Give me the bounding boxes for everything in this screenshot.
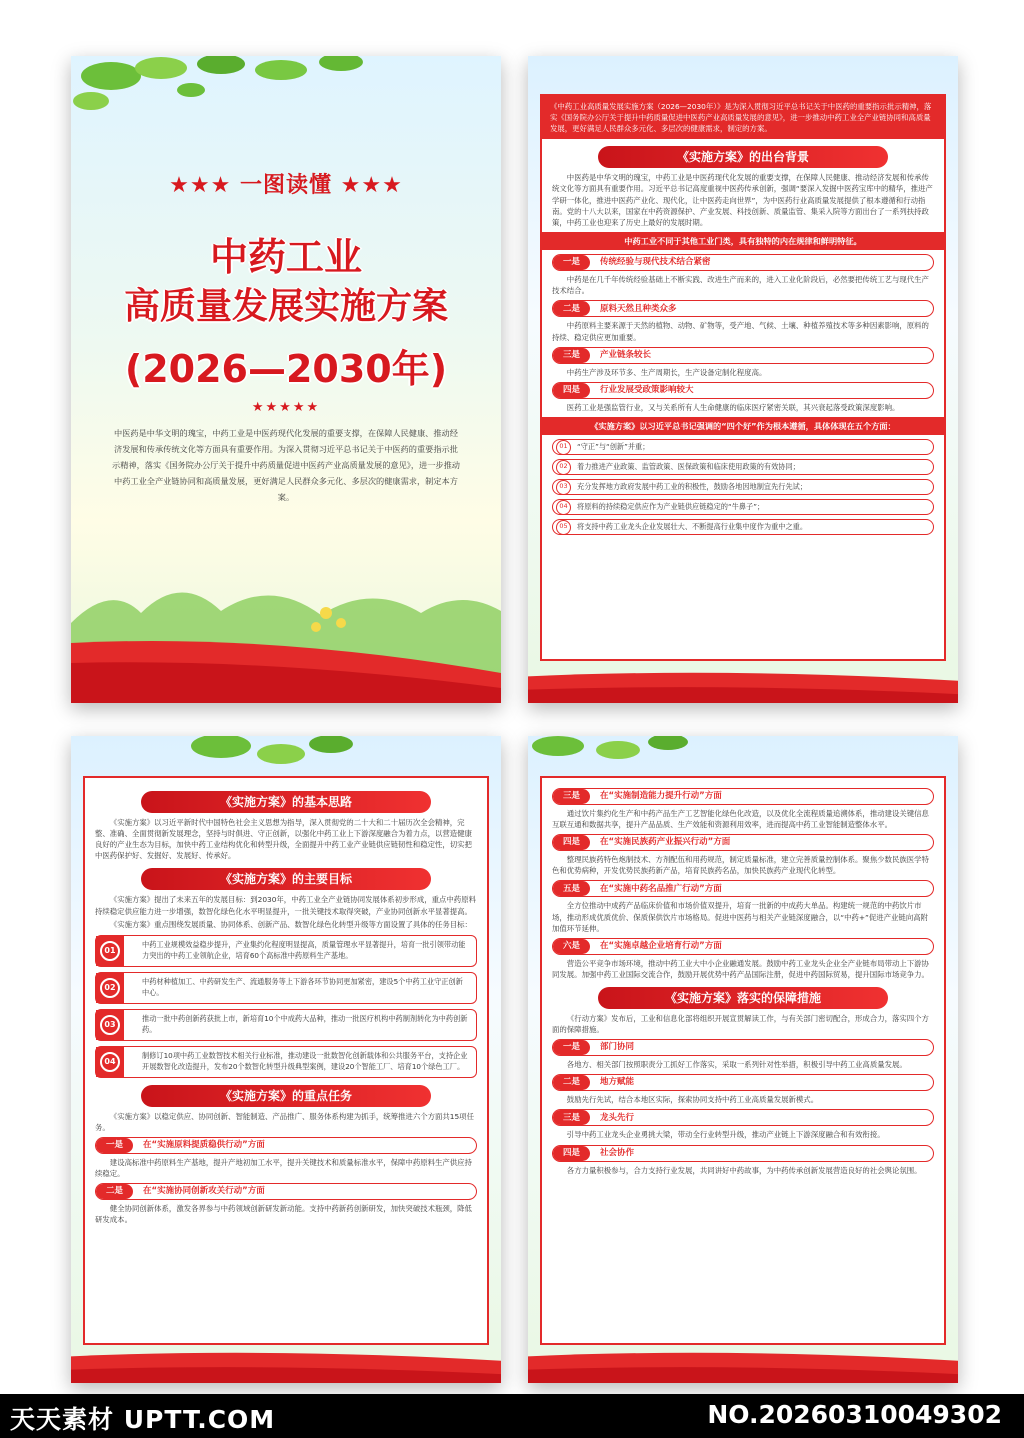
principle-item xyxy=(552,519,934,535)
task-name: 在“实施卓越企业培育行动”方面 xyxy=(600,940,722,951)
watermark-footer xyxy=(0,1394,1024,1438)
goal-item xyxy=(95,972,477,1004)
measure-text: 鼓励先行先试，结合本地区实际，探索协同支持中药工业高质量发展新模式。 xyxy=(566,1095,819,1105)
task-tag: 三是 xyxy=(553,789,590,804)
lead-paragraph: 《中药工业高质量发展实施方案（2026—2030年）》是为深入贯彻习近平总书记关于中医药的重要指示批示精神，落实《国务院办公厅关于提升中药质量促进中医药产业高质量发展的意见》，进一步推动中药工业全产业链协同和高质量发展，更好满足人民群众多元化、多层次的健康需求，制定的方案。 xyxy=(542,96,944,139)
poster-measures xyxy=(528,736,958,1383)
principles-highlight: 《实施方案》以习近平总书记强调的“四个好”作为根本遵循，具体体现在五个方面： xyxy=(542,417,944,435)
goal-text: 推动一批中药创新药获批上市，新培育10个中成药大品种，推动一批医疗机构中药制剂转化为中药创新药。 xyxy=(142,1013,468,1034)
measure-tag: 一是 xyxy=(553,1040,590,1055)
goal-text: 制修订10项中药工业数智技术相关行业标准，推动建设一批数智化创新载体和公共服务平台，支持企业开展数智化改造提升，发布20个数智化转型升级典型案例，建设20个智能工厂、培育10个绿色工厂。 xyxy=(142,1050,468,1071)
task-name: 在“实施中药名品推广行动”方面 xyxy=(600,883,722,894)
cover-header: ★★★ 一图读懂 ★★★ xyxy=(169,173,403,198)
measure-item xyxy=(552,1074,934,1091)
feature-name: 原料天然且种类众多 xyxy=(600,303,677,314)
measure-tag: 三是 xyxy=(553,1110,590,1125)
measure-text: 引导中药工业龙头企业勇挑大梁，带动全行业转型升级，推动产业链上下游深度融合和有效衔接。 xyxy=(566,1130,885,1140)
section-title-measures: 《实施方案》落实的保障措施 xyxy=(598,987,888,1009)
site-name: 天天素材 UPTT.COM xyxy=(10,1405,276,1434)
section-title-tasks: 《实施方案》的重点任务 xyxy=(141,1085,431,1107)
grass-and-ribbon-decoration xyxy=(71,563,501,703)
goal-number: 04 xyxy=(100,1052,120,1072)
poster-cover xyxy=(71,56,501,703)
title-line-2: 高质量发展实施方案 xyxy=(123,286,448,327)
goal-item xyxy=(95,935,477,967)
principle-text: 充分发挥地方政府发展中药工业的积极性，鼓励各地因地制宜先行先试； xyxy=(577,481,808,491)
title-line-1: 中药工业 xyxy=(209,235,362,279)
title-line-3: (2026—2030年) xyxy=(124,347,448,391)
ribbon-decoration xyxy=(528,1343,958,1383)
poster-3-card xyxy=(83,776,489,1345)
feature-tag: 三是 xyxy=(553,348,590,363)
task-intro: 《实施方案》以稳定供应、协同创新、智能制造、产品推广、服务体系构建为抓手，统筹推进六个方面共15项任务。 xyxy=(95,1111,474,1132)
task-name: 在“实施原料提质稳供行动”方面 xyxy=(143,1140,265,1151)
principle-item xyxy=(552,479,934,495)
principle-number: 05 xyxy=(556,520,571,535)
goal-text: 中药工业规模效益稳步提升，产业集约化程度明显提高，质量管理水平显著提升，培育一批引领带动能力突出的中药工业领航企业，培育60个高标准中药原料生产基地。 xyxy=(142,939,466,960)
task-tag: 五是 xyxy=(553,881,590,896)
task-item xyxy=(95,1137,477,1154)
feature-item xyxy=(552,254,934,271)
principle-number: 02 xyxy=(556,460,571,475)
poster-2-card xyxy=(540,94,946,661)
feature-name: 传统经验与现代技术结合紧密 xyxy=(600,257,711,268)
principle-item xyxy=(552,499,934,515)
principle-number: 04 xyxy=(556,500,571,515)
measure-text: 各方力量积极参与，合力支持行业发展，共同讲好中药故事，为中药传承创新发展营造良好的社会舆论氛围。 xyxy=(566,1165,922,1175)
principle-text: 将原料的持续稳定供应作为产业链供应链稳定的“牛鼻子”； xyxy=(577,501,765,511)
task-item xyxy=(552,880,934,897)
measure-item xyxy=(552,1145,934,1162)
task-name: 在“实施民族药产业振兴行动”方面 xyxy=(600,837,731,848)
section-title-goals: 《实施方案》的主要目标 xyxy=(141,868,431,890)
measure-name: 龙头先行 xyxy=(600,1112,635,1123)
task-name: 在“实施协同创新攻关行动”方面 xyxy=(143,1186,265,1197)
task-item xyxy=(552,788,934,805)
measure-name: 社会协作 xyxy=(600,1147,635,1158)
task-text: 通过饮片集约化生产和中药产品生产工艺智能化绿色化改造，以及优化全流程质量追溯体系，推动建设关键信息互联互通和数据共享，提升产品品质、生产效能和资源利用效率，进而提高中药工业智能制造整体水平。 xyxy=(552,809,929,830)
task-text: 营造公平竞争市场环境，推动中药工业大中小企业融通发展。鼓励中药工业龙头企业全产业链布局带动上下游协同发展。加强中药工业国际交流合作，鼓励开展优势中药产品国际注册，促进中药国际贸易，提升国际市场竞争力。 xyxy=(552,958,929,979)
stars-divider: ★★★★★ xyxy=(251,400,321,415)
poster-goals xyxy=(71,736,501,1383)
task-tag: 六是 xyxy=(553,939,590,954)
goal-text: 中药材种植加工、中药研发生产、流通服务等上下游各环节协同更加紧密，建设5个中药工业守正创新中心。 xyxy=(142,976,463,997)
principle-text: “守正”与“创新”并重； xyxy=(577,441,650,451)
measure-name: 部门协同 xyxy=(600,1042,635,1053)
task-text: 全方位推动中成药产品临床价值和市场价值双提升，培育一批新的中成药大单品。构建统一规范的中药饮片市场，推动形成优质优价、保质保供饮片市场格局。促进中医药与相关产业链深度融合，以“中药+”促进产业链向高附加值环节延伸。 xyxy=(552,901,928,933)
feature-text: 中药是在几千年传统经验基础上不断实践、改进生产而来的，进入工业化阶段后，必然要把传统工艺与现代生产技术结合。 xyxy=(552,275,929,296)
feature-name: 产业链条较长 xyxy=(600,349,652,360)
task-name: 在“实施制造能力提升行动”方面 xyxy=(600,791,722,802)
measure-tag: 四是 xyxy=(553,1146,590,1161)
goal-number: 03 xyxy=(100,1015,120,1035)
goal-intro-2: 《实施方案》重点围绕发展质量、协同体系、创新产品、数智化绿色化转型升级等方面设置了具体的任务目标： xyxy=(109,919,472,929)
principle-text: 将支持中药工业龙头企业发展壮大、不断提高行业集中度作为重中之重。 xyxy=(577,521,808,531)
measure-tag: 二是 xyxy=(553,1075,590,1090)
task-item xyxy=(552,938,934,955)
idea-text: 《实施方案》以习近平新时代中国特色社会主义思想为指导，深入贯彻党的二十大和二十届历次全会精神，完整、准确、全面贯彻新发展理念，坚持与时俱进、守正创新，以强化中药工业上下游深度融合为着力点，以营造健康良好的产业生态为目标，加快中药工业结构优化和转型升级，全面提升中药工业产业链供应链韧性和稳定性，切实把中医药保护好、发掘好、发展好、传承好。 xyxy=(95,818,472,861)
principle-number: 03 xyxy=(556,480,571,495)
feature-text: 中药生产涉及环节多、生产周期长，生产设备定制化程度高。 xyxy=(566,367,767,377)
task-tag: 四是 xyxy=(553,835,590,850)
section-title-idea: 《实施方案》的基本思路 xyxy=(141,791,431,813)
feature-text: 中药原料主要来源于天然的植物、动物、矿物等，受产地、气候、土壤、种植养殖技术等多种因素影响，原料的持续、稳定供应更加重要。 xyxy=(552,321,929,342)
feature-item xyxy=(552,300,934,317)
goal-item xyxy=(95,1046,477,1078)
poster-4-card xyxy=(540,776,946,1345)
feature-item xyxy=(552,382,934,399)
feature-tag: 四是 xyxy=(553,383,590,398)
goal-number: 02 xyxy=(100,978,120,998)
feature-tag: 二是 xyxy=(553,301,590,316)
principle-item xyxy=(552,459,934,475)
measure-item xyxy=(552,1109,934,1126)
measure-text: 各地方、相关部门按照职责分工抓好工作落实，采取一系列针对性举措，积极引导中药工业高质量发展。 xyxy=(566,1060,907,1070)
task-tag: 一是 xyxy=(96,1138,133,1153)
goal-item xyxy=(95,1009,477,1041)
feature-tag: 一是 xyxy=(553,255,590,270)
image-number: NO.20260310049302 xyxy=(707,1400,1002,1429)
background-text: 中医药是中华文明的瑰宝，中药工业是中医药现代化发展的重要支撑，在保障人民健康、推动经济发展和传承传统文化等方面具有重要作用。习近平总书记高度重视中医药传承创新，强调“要深入发掘中医药宝库中的精华，推进产学研一体化，推进中医药产业化、现代化，让中医药走向世界”，为中医药行业高质量发展提供了根本遵循和行动指南。党的十八大以来，国家在中药资源保护、产业发展、科技创新、质量监管、集采入院等方面出台了一系列扶持政策，中药工业也迎来了历史上最好的发展时期。 xyxy=(552,173,933,227)
feature-item xyxy=(552,347,934,364)
goal-intro-1: 《实施方案》提出了未来五年的发展目标：到2030年，中药工业全产业链协同发展体系初步形成，重点中药原料持续稳定供应能力进一步增强，数智化绿色化水平明显提升，一批关键技术取得突破，产业协同创新水平显著提高。 xyxy=(95,895,476,916)
task-item xyxy=(95,1183,477,1200)
feature-name: 行业发展受政策影响较大 xyxy=(600,384,694,395)
goal-number: 01 xyxy=(100,941,120,961)
ribbon-decoration xyxy=(528,663,958,703)
features-highlight: 中药工业不同于其他工业门类，具有独特的内在规律和鲜明特征。 xyxy=(542,232,944,250)
task-tag: 二是 xyxy=(96,1184,133,1199)
task-text: 建设高标准中药原料生产基地，提升产地初加工水平，提升关键技术和质量标准水平，保障中药原料生产供应持续稳定。 xyxy=(95,1157,472,1179)
poster-background xyxy=(528,56,958,703)
principle-number: 01 xyxy=(556,440,571,455)
measure-intro: 《行动方案》发布后，工业和信息化部将组织开展宣贯解读工作，与有关部门密切配合，形成合力，落实四个方面的保障措施。 xyxy=(552,1013,929,1035)
task-text: 整理民族药特色炮制技术、方剂配伍和用药规范，制定质量标准，建立完善质量控制体系。聚焦少数民族医学特色和优势病种，开发优势民族药新产品，培育民族药名品，加快民族药产业现代化转型。 xyxy=(552,855,929,876)
measure-name: 地方赋能 xyxy=(600,1077,635,1088)
section-title-background: 《实施方案》的出台背景 xyxy=(598,146,888,168)
feature-text: 医药工业是强监管行业，又与关系所有人生命健康的临床医疗紧密关联，其兴衰起落受政策深度影响。 xyxy=(566,402,900,412)
task-item xyxy=(552,834,934,851)
principle-item xyxy=(552,439,934,455)
cover-intro: 中医药是中华文明的瑰宝，中药工业是中医药现代化发展的重要支撑，在保障人民健康、推动经济发展和传承传统文化等方面具有重要作用。为深入贯彻习近平总书记关于中医药的重要指示批示精神，落实《国务院办公厅关于提升中药质量促进中医药产业高质量发展的意见》，进一步推动中药工业全产业链协同和高质量发展，更好满足人民群众多元化、多层次的健康需求，制定本方案。 xyxy=(112,428,460,502)
leaves-decoration xyxy=(71,56,501,126)
task-text: 健全协同创新体系，激发各界参与中药领域创新研发新动能。支持中药新药创新研发，加快突破技术瓶颈，降低研发成本。 xyxy=(95,1204,472,1225)
principle-text: 着力推进产业政策、监管政策、医保政策和临床使用政策的有效协同； xyxy=(577,461,800,471)
measure-item xyxy=(552,1039,934,1056)
ribbon-decoration xyxy=(71,1343,501,1383)
